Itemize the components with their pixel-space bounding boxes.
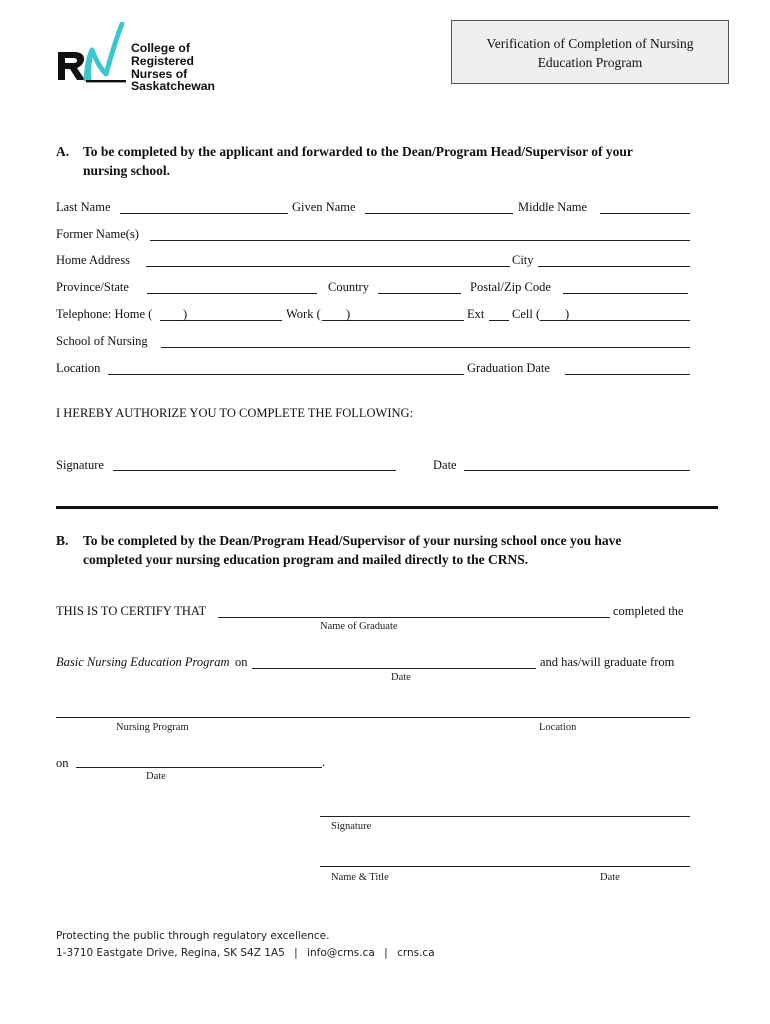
country-field[interactable] bbox=[378, 293, 461, 294]
work-paren-close: ) bbox=[346, 307, 351, 321]
nursing-program-caption: Nursing Program bbox=[116, 722, 189, 733]
date-caption-3: Date bbox=[600, 872, 620, 883]
logo-line: Nurses of bbox=[131, 66, 188, 81]
graduation-on-date-field[interactable] bbox=[76, 767, 322, 768]
section-b-heading-cont: completed your nursing education program and mailed directly to the CRNS. bbox=[83, 552, 529, 567]
basic-program-text: Basic Nursing Education Program bbox=[56, 655, 230, 669]
work-label: Work ( bbox=[286, 307, 321, 321]
city-field[interactable] bbox=[538, 266, 690, 267]
logo-line: Registered bbox=[131, 53, 194, 68]
logo-line: College of bbox=[131, 41, 190, 55]
postal-zip-field[interactable] bbox=[563, 293, 688, 294]
dean-signature-field[interactable] bbox=[320, 816, 690, 817]
completed-the-text: completed the bbox=[613, 604, 684, 618]
footer-contact bbox=[56, 947, 435, 959]
period: . bbox=[322, 755, 326, 769]
location-field[interactable] bbox=[108, 374, 464, 375]
authorization-statement: I HEREBY AUTHORIZE YOU TO COMPLETE THE FOLLOWING: bbox=[56, 406, 414, 420]
footer-address: 1-3710 Eastgate Drive, Regina, SK S4Z 1A5 bbox=[56, 947, 285, 959]
location-label: Location bbox=[56, 361, 101, 375]
nursing-program-location-field[interactable] bbox=[56, 717, 690, 718]
section-a-letter: A. bbox=[56, 144, 70, 159]
province-state-field[interactable] bbox=[147, 293, 317, 294]
home-address-field[interactable] bbox=[146, 266, 510, 267]
dean-name-title-date-field[interactable] bbox=[320, 866, 690, 867]
school-of-nursing-field[interactable] bbox=[161, 347, 690, 348]
home-paren-close: ) bbox=[183, 307, 188, 321]
date-caption: Date bbox=[391, 672, 411, 683]
home-address-label: Home Address bbox=[56, 253, 130, 267]
middle-name-field[interactable] bbox=[600, 213, 690, 214]
last-name-field[interactable] bbox=[120, 213, 288, 214]
footer-tagline: Protecting the public through regulatory excellence. bbox=[56, 930, 330, 942]
logo-wordmark bbox=[131, 42, 215, 93]
given-name-field[interactable] bbox=[365, 213, 513, 214]
footer-email-link[interactable]: info@crns.ca bbox=[307, 947, 375, 959]
applicant-signature-field[interactable] bbox=[113, 470, 396, 471]
applicant-signature-label: Signature bbox=[56, 458, 104, 472]
telephone-home-label: Telephone: Home ( bbox=[56, 307, 153, 321]
telephone-home-field[interactable] bbox=[160, 320, 282, 321]
on-text: on bbox=[235, 655, 248, 669]
footer-separator: | bbox=[294, 947, 298, 959]
applicant-date-field[interactable] bbox=[464, 470, 690, 471]
school-of-nursing-label: School of Nursing bbox=[56, 334, 148, 348]
section-a-heading-cont: nursing school. bbox=[83, 163, 171, 178]
footer-separator: | bbox=[384, 947, 388, 959]
section-divider bbox=[56, 506, 718, 509]
cell-paren-close: ) bbox=[565, 307, 570, 321]
province-state-label: Province/State bbox=[56, 280, 129, 294]
city-label: City bbox=[512, 253, 534, 267]
graduation-date-label: Graduation Date bbox=[467, 361, 550, 375]
program-date-field[interactable] bbox=[252, 668, 536, 669]
section-a-heading: To be completed by the applicant and forwarded to the Dean/Program Head/Supervisor of your bbox=[83, 144, 633, 159]
footer-website-link[interactable]: crns.ca bbox=[397, 947, 435, 959]
ext-label: Ext bbox=[467, 307, 485, 321]
location-caption: Location bbox=[539, 722, 577, 733]
name-of-graduate-caption: Name of Graduate bbox=[320, 621, 398, 632]
dean-signature-caption: Signature bbox=[331, 821, 372, 832]
graduate-name-field[interactable] bbox=[218, 617, 610, 618]
logo-line: Saskatchewan bbox=[131, 79, 216, 94]
name-title-caption: Name & Title bbox=[331, 872, 389, 883]
country-label: Country bbox=[328, 280, 369, 294]
section-b-letter: B. bbox=[56, 533, 69, 548]
ext-field[interactable] bbox=[489, 320, 509, 321]
form-title-box bbox=[451, 20, 729, 84]
on-label: on bbox=[56, 756, 69, 770]
middle-name-label: Middle Name bbox=[518, 200, 588, 214]
date-caption-2: Date bbox=[146, 771, 166, 782]
last-name-label: Last Name bbox=[56, 200, 111, 214]
form-title-line: Verification of Completion of Nursing bbox=[486, 36, 694, 51]
certify-text: THIS IS TO CERTIFY THAT bbox=[56, 604, 207, 618]
form-title-line: Education Program bbox=[537, 55, 643, 70]
work-phone-field[interactable] bbox=[322, 320, 464, 321]
former-names-label: Former Name(s) bbox=[56, 227, 139, 241]
former-names-field[interactable] bbox=[150, 240, 690, 241]
given-name-label: Given Name bbox=[292, 200, 356, 214]
applicant-date-label: Date bbox=[433, 458, 457, 472]
cell-phone-field[interactable] bbox=[540, 320, 690, 321]
section-b-heading: To be completed by the Dean/Program Head/Supervisor of your nursing school once you have bbox=[83, 533, 622, 548]
cell-label: Cell ( bbox=[512, 307, 541, 321]
postal-zip-label: Postal/Zip Code bbox=[470, 280, 551, 294]
and-has-will-text: and has/will graduate from bbox=[540, 655, 675, 669]
graduation-date-field[interactable] bbox=[565, 374, 690, 375]
